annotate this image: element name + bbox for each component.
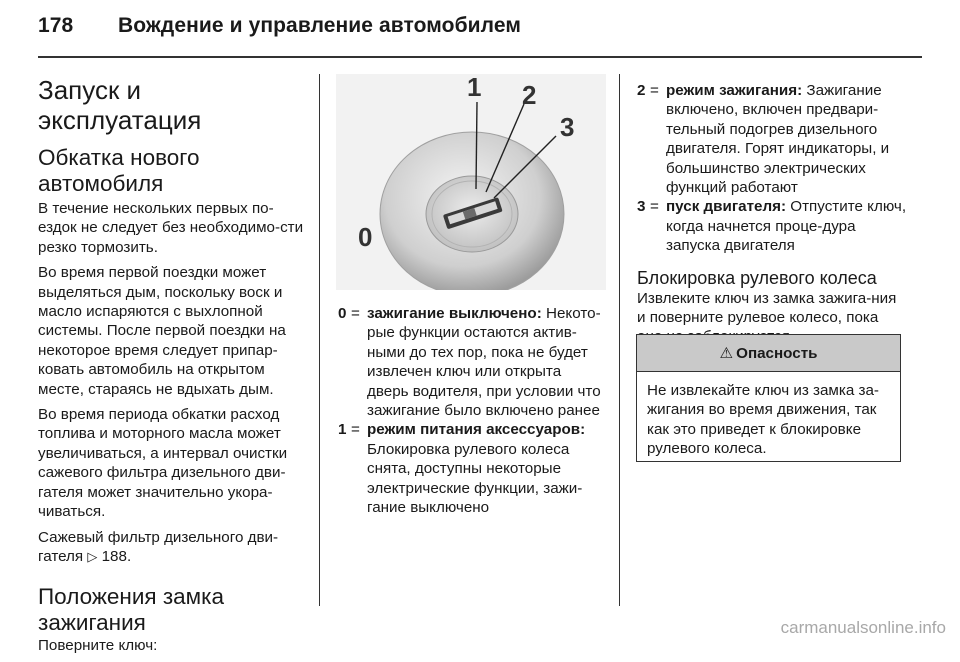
right-column [637, 81, 907, 353]
item-key: 3 [637, 198, 646, 216]
item-text: Блокировка рулевого колеса снята, доступны некоторые электрические функции, зажи-гание выключено [367, 440, 583, 517]
item-key: 1 [338, 421, 347, 439]
page-header [38, 14, 521, 38]
paragraph: Извлеките ключ из замка зажига-ния и поверните рулевое колесо, пока [637, 289, 897, 327]
paragraph: Во время периода обкатки расход топлива и моторного масла может увеличиваться, а интервал очистки сажевого фильтра дизельного дви-гателя может значительно укора-чиваться. [38, 406, 288, 521]
warning-title: Опасность [736, 344, 818, 362]
item-eq: = [650, 198, 659, 216]
item-term: пуск двигателя: [666, 198, 787, 216]
item-key: 2 [637, 82, 646, 99]
label-0: 0 [358, 222, 373, 252]
ignition-lock-figure [336, 74, 606, 290]
section-title: Запуск и эксплуатация [38, 75, 202, 135]
item-text: Отпустите ключ, когда начнется проце-дура запуска двигателя [666, 198, 907, 255]
label-2: 2 [522, 80, 537, 110]
page-number: 178 [38, 14, 74, 37]
label-3: 3 [560, 112, 575, 142]
middle-column [338, 304, 606, 517]
paragraph [38, 528, 306, 567]
subsection-title: Блокировка рулевого колеса [637, 267, 877, 288]
column-divider [319, 74, 320, 606]
header-rule [38, 56, 922, 58]
item-text: Зажигание включено, включен предвари-тельный подогрев дизельного двигателя. Горят индикаторы, и большинство электрических функций работают [666, 82, 890, 197]
warning-text: Не извлекайте ключ из замка за-жигания во время движения, так как это приведет к блокировке рулевого колеса. [647, 382, 879, 458]
subsection-title: Обкатка нового [38, 145, 200, 170]
left-column [38, 75, 306, 662]
ignition-lock-diagram [336, 74, 606, 290]
definition-item [637, 81, 907, 197]
page-ref[interactable]: 188. [101, 547, 132, 565]
item-term: режим питания аксессуаров: [367, 421, 586, 439]
definition-item [338, 304, 606, 420]
warning-icon: ⚠ [719, 345, 734, 362]
item-term: зажигание выключено: [367, 305, 542, 322]
label-1: 1 [467, 74, 482, 102]
item-eq: = [351, 305, 360, 322]
column-divider [619, 74, 620, 606]
subsection-title: зажигания [38, 610, 146, 636]
paragraph: Поверните ключ: [38, 637, 158, 655]
pointer-line-1 [476, 102, 477, 189]
item-eq: = [650, 82, 659, 99]
paragraph: В течение нескольких первых по-ездок не следует без необходимо-сти резко тормозить. [38, 200, 304, 256]
definition-item [338, 420, 606, 517]
warning-header [637, 335, 900, 372]
item-eq: = [351, 421, 360, 439]
subsection-title: Положения замка [38, 584, 224, 610]
item-key: 0 [338, 305, 347, 322]
definition-item [637, 197, 907, 255]
watermark[interactable]: carmanualsonline.info [780, 618, 946, 637]
item-text: Некото-рые функции остаются актив-ными до тех пор, пока не будет извлечен ключ или открыта дверь водителя, при условии что зажигание было включено ранее [367, 305, 601, 420]
page-ref-icon[interactable]: ▷ [87, 548, 98, 564]
paragraph-text: Сажевый фильтр дизельного дви-гателя [38, 528, 279, 565]
warning-box [636, 334, 901, 462]
chapter-title: Вождение и управление автомобилем [118, 14, 521, 37]
item-term: режим зажигания: [666, 82, 803, 99]
paragraph: Во время первой поездки может выделяться дым, поскольку воск и масло испаряются с выхлопной системы. После первой поездки на некоторое время следует припар-ковать автомобиль на открытом месте, стараясь не вдыхать дым. [38, 264, 286, 398]
subsection-title: автомобиля [38, 171, 164, 196]
